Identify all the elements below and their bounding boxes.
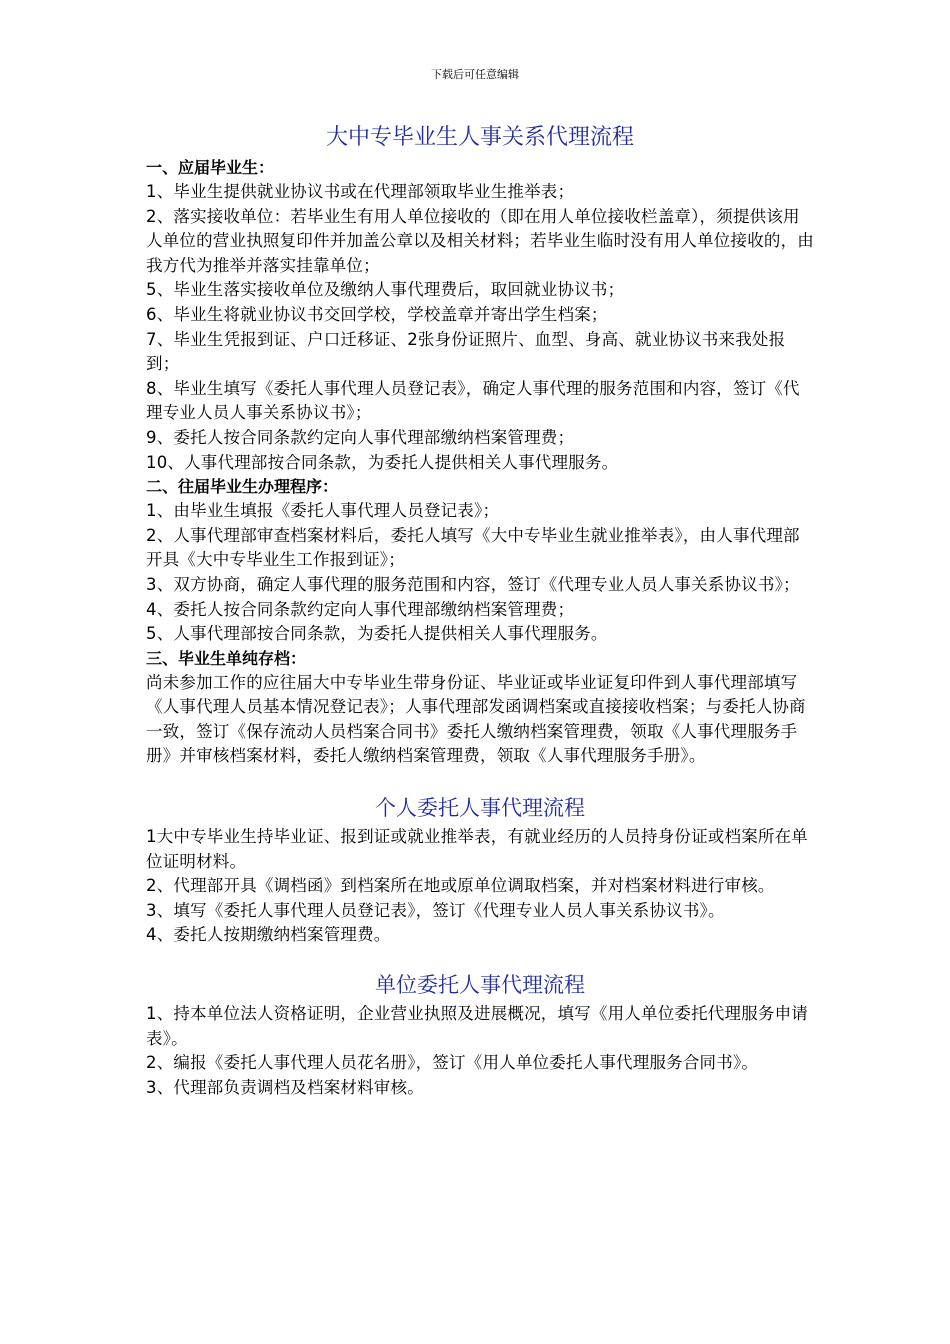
header-note: 下载后可任意编辑: [431, 68, 519, 81]
doc2-title: 个人委托人事代理流程: [375, 796, 585, 821]
doc3-list: [146, 1002, 814, 1100]
doc1-section-1: [146, 156, 814, 475]
list-item: 6、毕业生将就业协议书交回学校，学校盖章并寄出学生档案；: [146, 304, 608, 324]
doc1-section-3: [146, 647, 814, 769]
list-item: 2、代理部开具《调档函》到档案所在地或原单位调取档案，并对档案材料进行审核。: [146, 876, 775, 896]
list-item: 3、填写《委托人事代理人员登记表》，签订《代理专业人员人事关系协议书》。: [146, 900, 725, 920]
doc1-title: 大中专毕业生人事关系代理流程: [325, 125, 634, 150]
list-item: 7、毕业生凭报到证、户口迁移证、2张身份证照片、血型、身高、就业协议书来我处报到；: [146, 329, 786, 374]
document-body: [146, 120, 814, 1100]
list-item: 4、委托人按合同条款约定向人事代理部缴纳档案管理费；: [146, 599, 575, 619]
paragraph: 尚未参加工作的应往届大中专毕业生带身份证、毕业证或毕业证复印件到人事代理部填写《人事代理人员基本情况登记表》；人事代理部发函调档案或直接接收档案；与委托人协商一致，签订《保存流动人员档案合同书》委托人缴纳档案管理费，领取《人事代理服务手册》并审核档案材料，委托人缴纳档案管理费，领取《人事代理服务手册》。: [146, 672, 806, 766]
doc1-section-2: [146, 475, 814, 647]
list-item: 4、委托人按期缴纳档案管理费。: [146, 925, 391, 945]
list-item: 2、落实接收单位：若毕业生有用人单位接收的（即在用人单位接收栏盖章），须提供该用人单位的营业执照复印件并加盖公章以及相关材料；若毕业生临时没有用人单位接收的，由我方代为推举并落实挂靠单位；: [146, 206, 814, 275]
list-item: 10、人事代理部按合同条款，为委托人提供相关人事代理服务。: [146, 452, 619, 472]
spacer: [146, 948, 814, 968]
doc3-title: 单位委托人事代理流程: [375, 973, 585, 998]
list-item: 2、编报《委托人事代理人员花名册》，签订《用人单位委托人事代理服务合同书》。: [146, 1053, 759, 1073]
list-item: 1、毕业生提供就业协议书或在代理部领取毕业生推举表；: [146, 182, 575, 201]
list-item: 3、双方协商，确定人事代理的服务范围和内容，签订《代理专业人员人事关系协议书》；: [146, 574, 800, 594]
section-heading: 一、应届毕业生：: [146, 158, 275, 177]
section-heading: 三、毕业生单纯存档：: [146, 648, 307, 668]
list-item: 1、持本单位法人资格证明，企业营业执照及进展概况，填写《用人单位委托代理服务申请表》。: [146, 1004, 808, 1048]
list-item: 5、人事代理部按合同条款，为委托人提供相关人事代理服务。: [146, 624, 608, 644]
list-item: 9、委托人按合同条款约定向人事代理部缴纳档案管理费；: [146, 427, 575, 447]
doc2-list: [146, 825, 814, 948]
list-item: 2、人事代理部审查档案材料后，委托人填写《大中专毕业生就业推举表》，由人事代理部开具《大中专毕业生工作报到证》；: [146, 525, 800, 570]
section-heading: 二、往届毕业生办理程序：: [146, 477, 339, 497]
list-item: 5、毕业生落实接收单位及缴纳人事代理费后，取回就业协议书；: [146, 280, 625, 300]
list-item: 8、毕业生填写《委托人事代理人员登记表》，确定人事代理的服务范围和内容，签订《代理专业人员人事关系协议书》；: [146, 378, 800, 423]
list-item: 1、由毕业生填报《委托人事代理人员登记表》；: [146, 501, 500, 521]
list-item: 3、代理部负责调档及档案材料审核。: [146, 1077, 424, 1097]
spacer: [146, 769, 814, 791]
list-item: 1大中专毕业生持毕业证、报到证或就业推举表，有就业经历的人员持身份证或档案所在单位证明材料。: [146, 827, 808, 871]
